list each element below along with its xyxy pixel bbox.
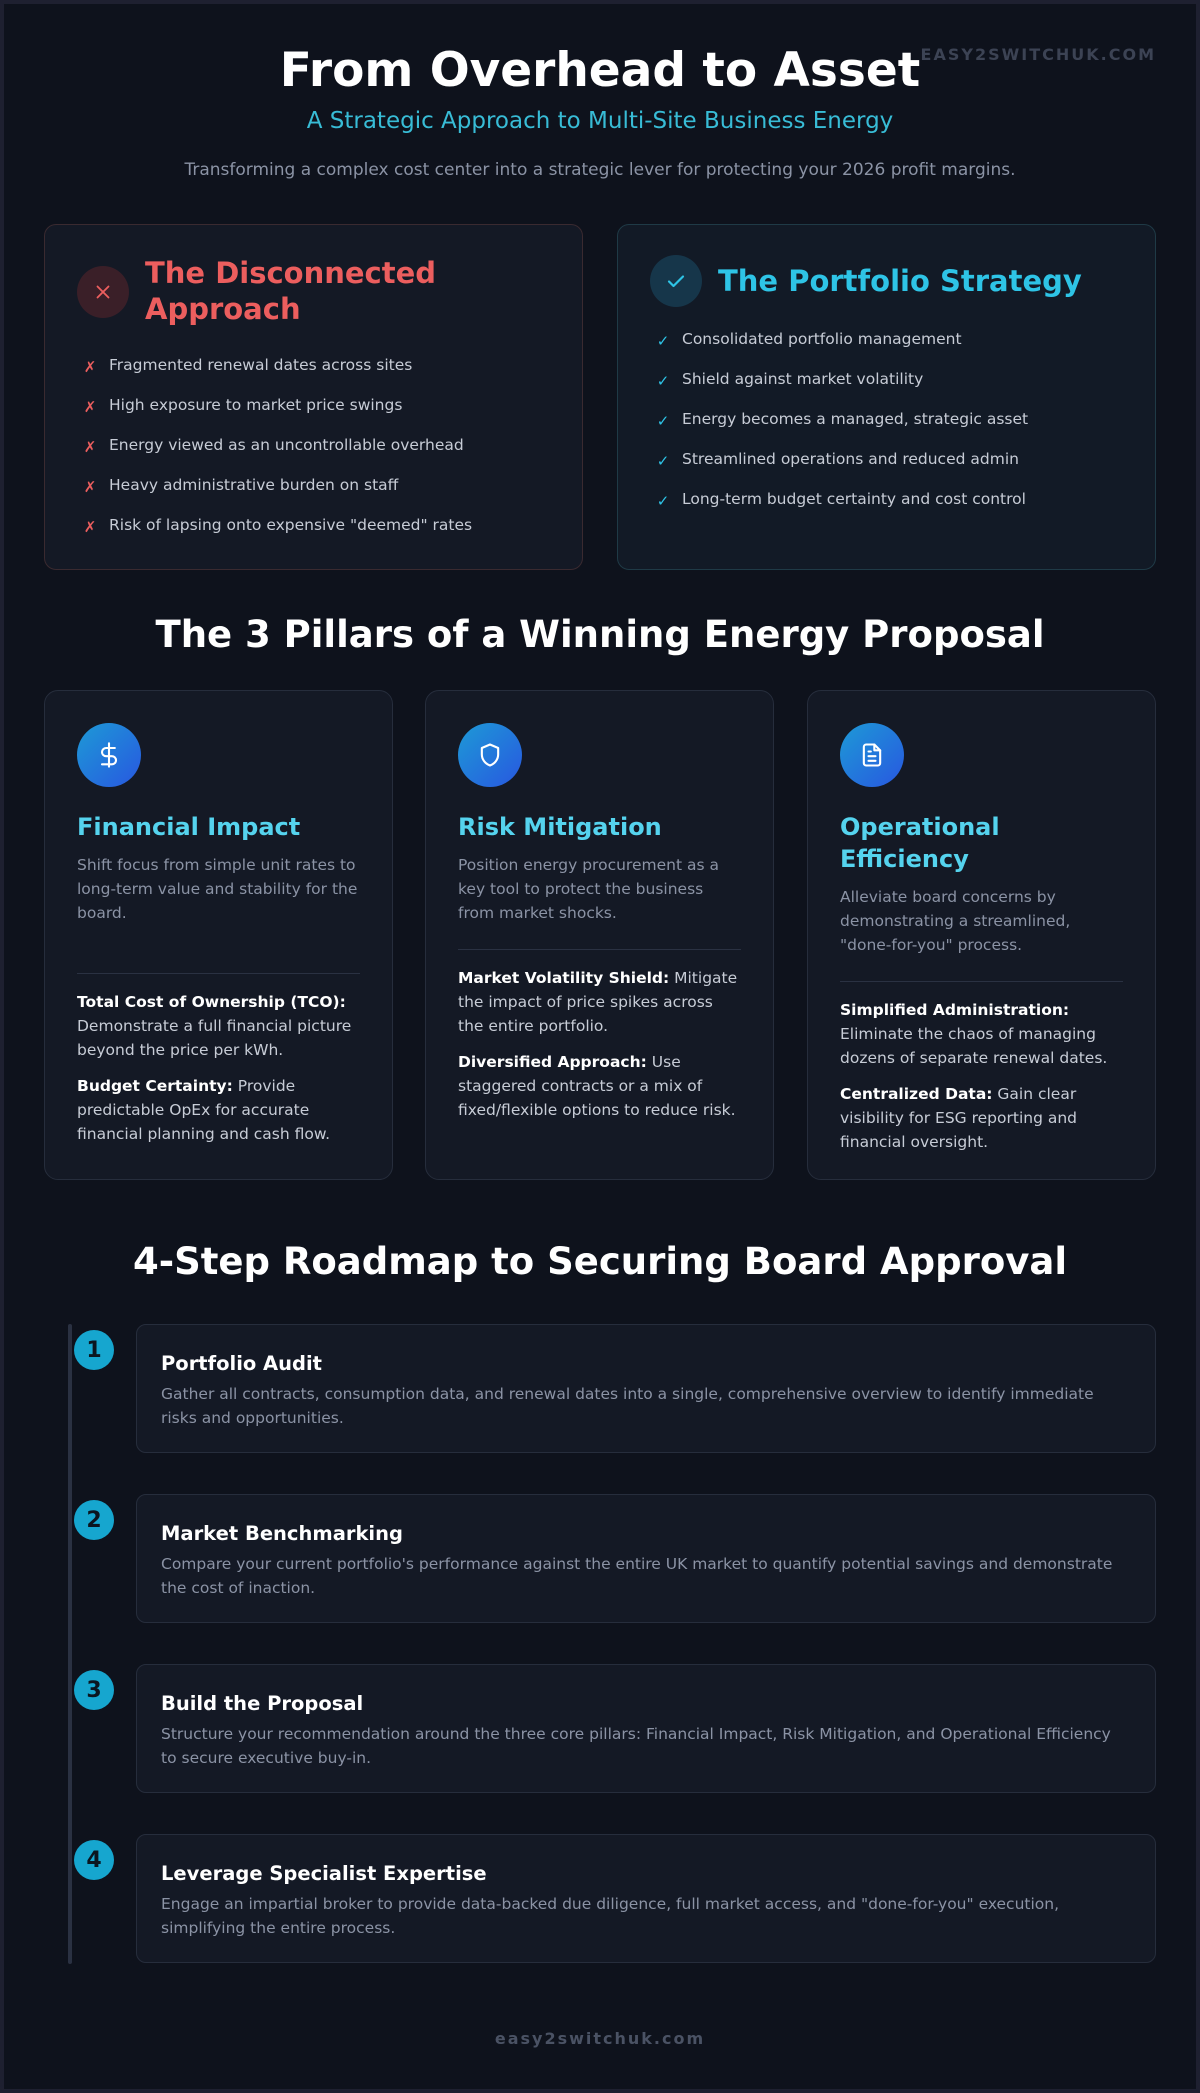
pillar-point: Total Cost of Ownership (TCO): Demonstrate a full financial picture beyond the price per kWh. xyxy=(77,993,352,1059)
cross-mark-icon: ✗ xyxy=(83,518,97,536)
pillar-point: Centralized Data: Gain clear visibility for ESG reporting and financial oversight. xyxy=(840,1085,1078,1151)
pillar-card-operational xyxy=(807,690,1156,1180)
portfolio-strategy-list xyxy=(650,319,1123,519)
roadmap-step xyxy=(44,1494,1156,1623)
check-mark-icon: ✓ xyxy=(656,412,670,430)
comparison-section xyxy=(44,224,1156,570)
comparison-list-item xyxy=(77,465,550,505)
comparison-list-item xyxy=(650,359,1123,399)
cross-mark-icon: ✗ xyxy=(83,478,97,496)
pillar-card-financial xyxy=(44,690,393,1180)
footer-site-link[interactable]: easy2switchuk.com xyxy=(494,2029,706,2048)
comparison-list-item xyxy=(77,505,550,545)
step-description: Compare your current portfolio's performance against the entire UK market to quantify potential savings and demonstrate the cost of inaction. xyxy=(161,1555,1113,1597)
pillar-divider xyxy=(458,949,741,950)
comparison-item-text: Long-term budget certainty and cost control xyxy=(682,490,1026,508)
document-icon xyxy=(840,723,904,787)
portfolio-strategy-card xyxy=(617,224,1156,570)
pillar-point: Budget Certainty: Provide predictable OpEx for accurate financial planning and cash flow. xyxy=(77,1077,331,1143)
roadmap-heading: 4-Step Roadmap to Securing Board Approval xyxy=(132,1240,1068,1283)
pillars-section xyxy=(44,690,1156,1180)
pillar-title: Operational Efficiency xyxy=(840,813,1000,873)
page-title: From Overhead to Asset xyxy=(279,43,921,98)
pillar-divider xyxy=(77,973,360,974)
close-icon xyxy=(77,266,129,318)
watermark: EASY2SWITCHUK.COM xyxy=(920,45,1156,64)
check-mark-icon: ✓ xyxy=(656,492,670,510)
cross-mark-icon: ✗ xyxy=(83,438,97,456)
page-frame xyxy=(4,4,1196,2089)
step-number-badge: 1 xyxy=(74,1330,114,1370)
comparison-item-text: Heavy administrative burden on staff xyxy=(109,476,399,494)
step-description: Gather all contracts, consumption data, and renewal dates into a single, comprehensive overview to identify immediate risks and opportunities. xyxy=(161,1385,1094,1427)
step-card xyxy=(136,1324,1156,1453)
step-description: Engage an impartial broker to provide data-backed due diligence, full market access, and "done-for-you" execution, simplifying the entire process. xyxy=(161,1895,1060,1937)
pillar-point: Market Volatility Shield: Mitigate the impact of price spikes across the entire portfolio. xyxy=(458,969,738,1035)
header xyxy=(4,42,1196,182)
step-description: Structure your recommendation around the three core pillars: Financial Impact, Risk Mitigation, and Operational Efficiency to secure executive buy-in. xyxy=(161,1725,1111,1767)
comparison-list-item xyxy=(650,399,1123,439)
step-number-badge: 4 xyxy=(74,1840,114,1880)
pillar-description: Shift focus from simple unit rates to long-term value and stability for the board. xyxy=(77,856,358,922)
roadmap-step xyxy=(44,1664,1156,1793)
shield-icon xyxy=(458,723,522,787)
step-title: Leverage Specialist Expertise xyxy=(161,1862,487,1885)
comparison-item-text: Fragmented renewal dates across sites xyxy=(109,356,413,374)
comparison-item-text: Streamlined operations and reduced admin xyxy=(682,450,1019,468)
comparison-list-item xyxy=(650,479,1123,519)
step-title: Build the Proposal xyxy=(161,1692,364,1715)
step-title: Market Benchmarking xyxy=(161,1522,403,1545)
pillar-description: Alleviate board concerns by demonstrating a streamlined, "done-for-you" process. xyxy=(840,888,1071,954)
comparison-list-item xyxy=(77,385,550,425)
comparison-item-text: Shield against market volatility xyxy=(682,370,924,388)
roadmap-step xyxy=(44,1834,1156,1963)
comparison-list-item xyxy=(650,319,1123,359)
comparison-item-text: Consolidated portfolio management xyxy=(682,330,962,348)
step-card xyxy=(136,1494,1156,1623)
pillar-divider xyxy=(840,981,1123,982)
page-subtitle: A Strategic Approach to Multi-Site Business Energy xyxy=(306,108,894,134)
pillars-heading: The 3 Pillars of a Winning Energy Proposal xyxy=(155,613,1045,656)
roadmap-step xyxy=(44,1324,1156,1453)
intro-text: Transforming a complex cost center into a strategic lever for protecting your 2026 profit margins. xyxy=(184,160,1016,180)
comparison-item-text: Energy viewed as an uncontrollable overhead xyxy=(109,436,464,454)
comparison-item-text: Risk of lapsing onto expensive "deemed" rates xyxy=(109,516,473,534)
cross-mark-icon: ✗ xyxy=(83,398,97,416)
cross-mark-icon: ✗ xyxy=(83,358,97,376)
check-mark-icon: ✓ xyxy=(656,372,670,390)
check-mark-icon: ✓ xyxy=(656,452,670,470)
disconnected-approach-list xyxy=(77,345,550,545)
step-card xyxy=(136,1664,1156,1793)
comparison-item-text: High exposure to market price swings xyxy=(109,396,403,414)
step-number-badge: 2 xyxy=(74,1500,114,1540)
step-card xyxy=(136,1834,1156,1963)
disconnected-approach-title: The Disconnected Approach xyxy=(145,256,437,326)
comparison-list-item xyxy=(77,425,550,465)
pillar-point: Diversified Approach: Use staggered contracts or a mix of fixed/flexible options to reduce risk. xyxy=(458,1053,736,1119)
check-icon xyxy=(650,255,702,307)
dollar-icon xyxy=(77,723,141,787)
disconnected-approach-card xyxy=(44,224,583,570)
pillar-title: Risk Mitigation xyxy=(458,813,662,841)
comparison-list-item xyxy=(77,345,550,385)
portfolio-strategy-title: The Portfolio Strategy xyxy=(718,264,1082,298)
pillar-point: Simplified Administration: Eliminate the chaos of managing dozens of separate renewal dates. xyxy=(840,1001,1108,1067)
pillar-description: Position energy procurement as a key tool to protect the business from market shocks. xyxy=(458,856,719,922)
step-title: Portfolio Audit xyxy=(161,1352,322,1375)
step-number-badge: 3 xyxy=(74,1670,114,1710)
pillar-card-risk xyxy=(425,690,774,1180)
pillar-title: Financial Impact xyxy=(77,813,301,841)
comparison-item-text: Energy becomes a managed, strategic asset xyxy=(682,410,1029,428)
comparison-list-item xyxy=(650,439,1123,479)
check-mark-icon: ✓ xyxy=(656,332,670,350)
